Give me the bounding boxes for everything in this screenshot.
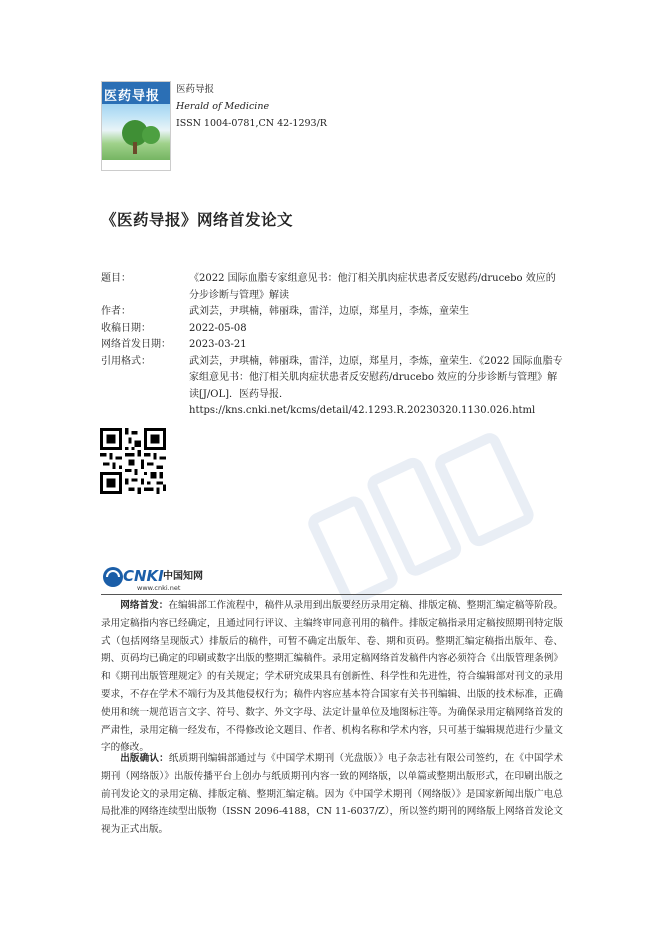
cnki-brand: CNKI <box>123 567 164 585</box>
title-value: 《2022 国际血脂专家组意见书：他汀相关肌肉症状患者反安慰药/drucebo 效应的分步诊断与管理》解读 <box>189 273 556 301</box>
citation-label: 引用格式： <box>101 355 151 367</box>
confirmation-label: 出版确认： <box>120 753 169 764</box>
citation-text: 武刘芸，尹琪楠，韩丽珠，雷洋，边原，郑星月，李炼，童荣生．《2022 国际血脂专家组意见书：他汀相关肌肉症状患者反安慰药/drucebo 效应的分步诊断与管理》解读[J/OL]．医药导报． <box>189 355 563 400</box>
citation-url[interactable]: https://kns.cnki.net/kcms/detail/42.1293.R.20230320.1130.026.html <box>189 405 536 416</box>
meta-row-received <box>101 321 564 338</box>
qr-code-icon <box>100 428 166 494</box>
online-first-label: 网络首发： <box>120 600 169 611</box>
article-metadata <box>101 271 564 420</box>
journal-cover-image <box>101 81 171 171</box>
citation-value <box>189 354 564 420</box>
online-date-value: 2023-03-21 <box>189 339 247 350</box>
watermark-icon <box>300 430 560 600</box>
publication-confirmation-notice <box>101 750 563 839</box>
online-first-text: 在编辑部工作流程中，稿件从录用到出版要经历录用定稿、排版定稿、整期汇编定稿等阶段。录用定稿指内容已经确定，且通过同行评议、主编终审同意刊用的稿件。排版定稿指录用定稿按照期刊特定版式（包括网络呈现版式）排版后的稿件，可暂不确定出版年、卷、期和页码。整期汇编定稿指出版年、卷、期、页码均已确定的印刷或数字出版的整期汇编稿件。录用定稿网络首发稿件内容必须符合《出版管理条例》和《期刊出版管理规定》的有关规定；学术研究成果具有创新性、科学性和先进性，符合编辑部对刊文的录用要求，不存在学术不端行为及其他侵权行为；稿件内容应基本符合国家有关书刊编辑、出版的技术标准，正确使用和统一规范语言文字、符号、数字、外文字母、法定计量单位及地图标注等。为确保录用定稿网络首发的严肃性，录用定稿一经发布，不得修改论文题目、作者、机构名称和学术内容，只可基于编辑规范进行少量文字的修改。 <box>101 600 564 754</box>
cnki-website: www.cnki.net <box>137 584 181 592</box>
page-title: 《医药导报》网络首发论文 <box>101 211 294 229</box>
cnki-cn-name: 中国知网 <box>163 571 203 582</box>
cover-footer <box>102 160 170 170</box>
meta-row-citation <box>101 354 564 420</box>
journal-info <box>176 81 327 132</box>
confirmation-text: 纸质期刊编辑部通过与《中国学术期刊（光盘版）》电子杂志社有限公司签约，在《中国学术期刊（网络版）》出版传播平台上创办与纸质期刊内容一致的网络版，以单篇或整期出版形式，在印刷出版之前刊发论文的录用定稿、排版定稿、整期汇编定稿。因为《中国学术期刊（网络版）》是国家新闻出版广电总局批准的网络连续型出版物（ISSN 2096-4188，CN 11-6037/Z），所以签约期刊的网络版上网络首发论文视为正式出版。 <box>101 753 563 836</box>
meta-row-title <box>101 271 564 304</box>
meta-row-online <box>101 337 564 354</box>
journal-name-cn: 医药导报 <box>176 84 215 95</box>
cover-tree-icon <box>142 126 160 144</box>
received-label: 收稿日期： <box>101 322 151 334</box>
online-first-notice <box>101 597 563 757</box>
journal-name-en: Herald of Medicine <box>176 101 270 112</box>
author-value: 武刘芸，尹琪楠，韩丽珠，雷洋，边原，郑星月，李炼，童荣生 <box>189 306 469 317</box>
journal-issn: ISSN 1004-0781,CN 42-1293/R <box>176 118 327 129</box>
title-label: 题目： <box>101 273 131 284</box>
section-divider <box>101 594 562 595</box>
cnki-logo <box>101 561 211 593</box>
author-label: 作者： <box>101 306 131 317</box>
cover-title: 医药导报 <box>104 89 161 104</box>
online-date-label: 网络首发日期： <box>101 339 171 350</box>
cover-trunk <box>133 142 137 154</box>
received-value: 2022-05-08 <box>189 322 247 334</box>
meta-row-author <box>101 304 564 321</box>
